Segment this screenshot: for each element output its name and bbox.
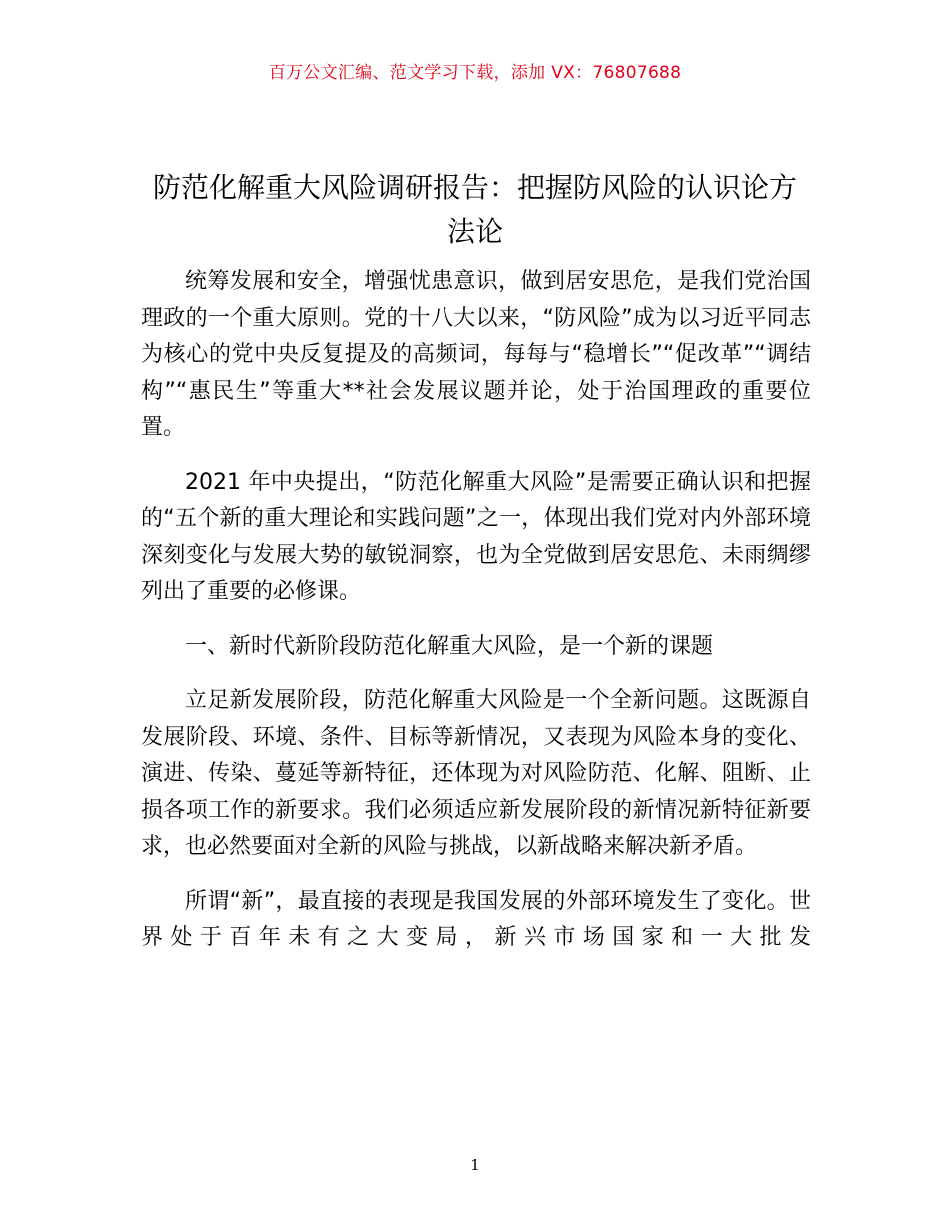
paragraph: 所谓“新”，最直接的表现是我国发展的外部环境发生了变化。世界处于百年未有之大变局，新兴市场国家和一大批发 — [141, 888, 811, 950]
document-body — [141, 264, 811, 975]
header-banner: 百万公文汇编、范文学习下载，添加 VX：76807688 — [268, 63, 682, 83]
page-number: 1 — [470, 1156, 480, 1174]
section-heading: 一、新时代新阶段防范化解重大风险，是一个新的课题 — [185, 633, 714, 659]
paragraph: 立足新发展阶段，防范化解重大风险是一个全新问题。这既源自发展阶段、环境、条件、目标等新情况，又表现为风险本身的变化、演进、传染、蔓延等新特征，还体现为对风险防范、化解、阻断、止损各项工作的新要求。我们必须适应新发展阶段的新情况新特征新要求，也必然要面对全新的风险与挑战，以新战略来解决新矛盾。 — [141, 688, 811, 859]
paragraph: 2021 年中央提出，“防范化解重大风险”是需要正确认识和把握的“五个新的重大理论和实践问题”之一，体现出我们党对内外部环境深刻变化与发展大势的敏锐洞察，也为全党做到居安思危、未雨绸缪列出了重要的必修课。 — [141, 469, 811, 604]
paragraph: 统筹发展和安全，增强忧患意识，做到居安思危，是我们党治国理政的一个重大原则。党的十八大以来，“防风险”成为以习近平同志为核心的党中央反复提及的高频词，每每与“稳增长”“促改革”“调结构”“惠民生”等重大**社会发展议题并论，处于治国理政的重要位置。 — [141, 269, 811, 440]
document-title: 防范化解重大风险调研报告：把握防风险的认识论方法论 — [152, 171, 797, 248]
